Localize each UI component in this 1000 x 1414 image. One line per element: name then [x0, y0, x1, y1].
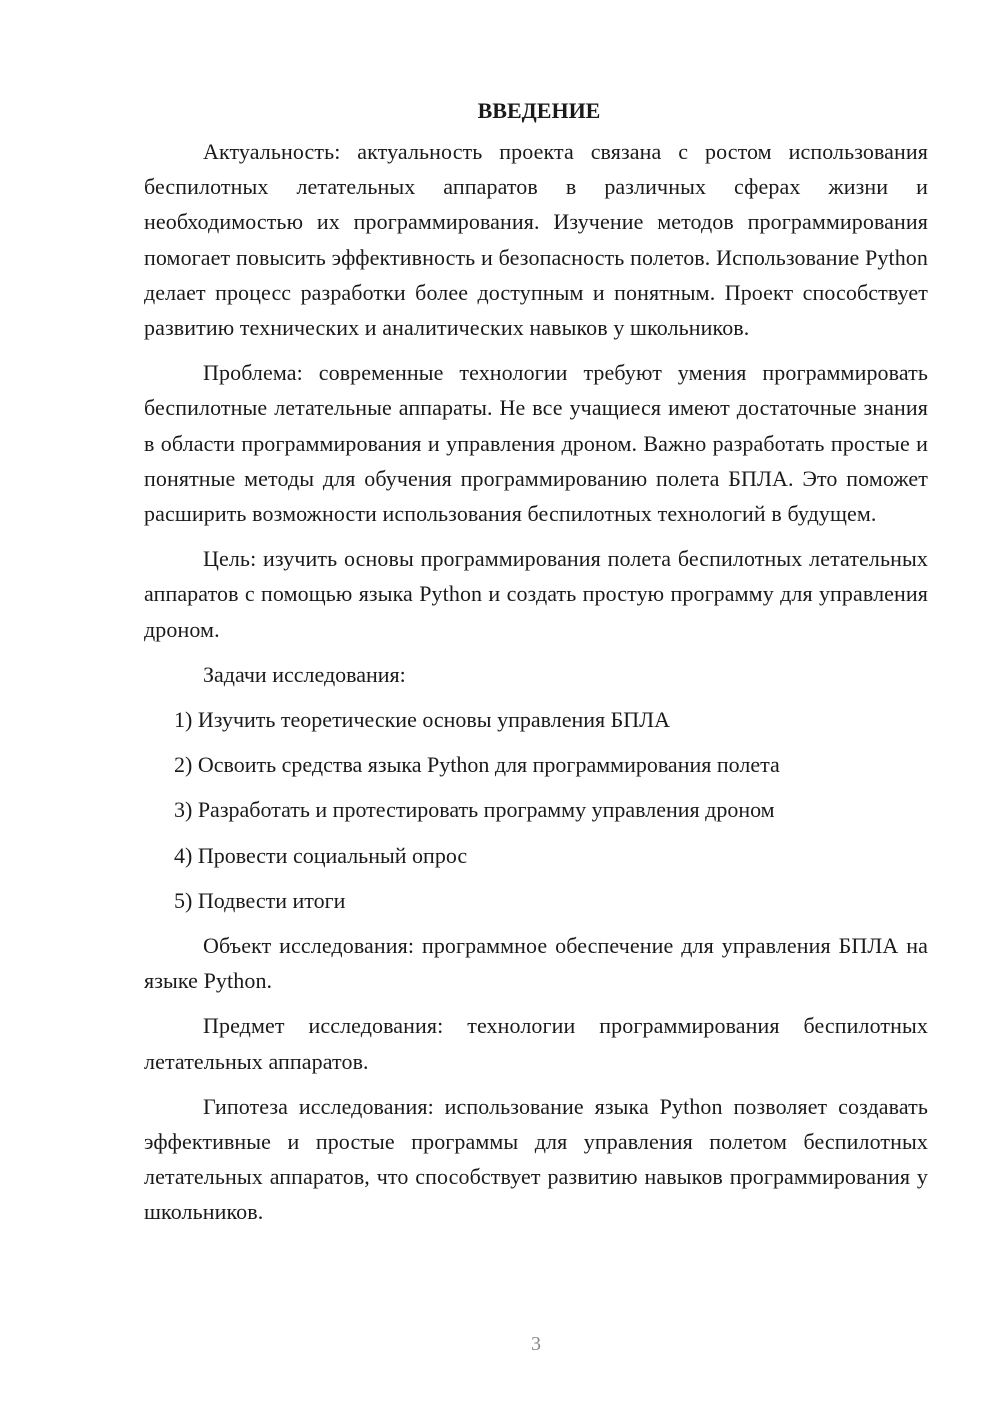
document-title: ВВЕДЕНИЕ — [477, 98, 601, 123]
paragraph-goal: Цель: изучить основы программирования полета беспилотных летательных аппаратов с помощью языка Python и создать простую программу для управления дроном. — [144, 546, 928, 642]
task-item: 5) Подвести итоги — [174, 887, 346, 913]
task-item: 3) Разработать и протестировать программу управления дроном — [174, 797, 775, 823]
paragraph-object: Объект исследования: программное обеспечение для управления БПЛА на языке Python. — [144, 933, 928, 994]
paragraph-relevance: Актуальность: актуальность проекта связана с ростом использования беспилотных летательных аппаратов в различных сферах жизни и необходимостью их программирования. Изучение методов программирования помогает повысить эффективность и безопасность полетов. Использование Python делает процесс разработки более доступным и понятным. Проект способствует развитию технических и аналитических навыков у школьников. — [144, 139, 928, 341]
task-item: 1) Изучить теоретические основы управления БПЛА — [174, 707, 670, 733]
task-item: 4) Провести социальный опрос — [174, 842, 468, 868]
paragraph-problem: Проблема: современные технологии требуют умения программировать беспилотные летательные аппараты. Не все учащиеся имеют достаточные знания в области программирования и управления дроном. Важно разработать простые и понятные методы для обучения программированию полета БПЛА. Это поможет расширить возможности использования беспилотных технологий в будущем. — [144, 360, 928, 527]
page-number: 3 — [531, 1333, 541, 1355]
task-item: 2) Освоить средства языка Python для программирования полета — [174, 752, 780, 778]
paragraph-subject: Предмет исследования: технологии программирования беспилотных летательных аппаратов. — [144, 1013, 928, 1074]
tasks-heading: Задачи исследования: — [203, 661, 406, 687]
document-page — [144, 88, 928, 1240]
paragraph-hypothesis: Гипотеза исследования: использование языка Python позволяет создавать эффективные и простые программы для управления полетом беспилотных летательных аппаратов, что способствует развитию навыков программирования у школьников. — [144, 1093, 928, 1225]
tasks-list — [144, 702, 928, 918]
